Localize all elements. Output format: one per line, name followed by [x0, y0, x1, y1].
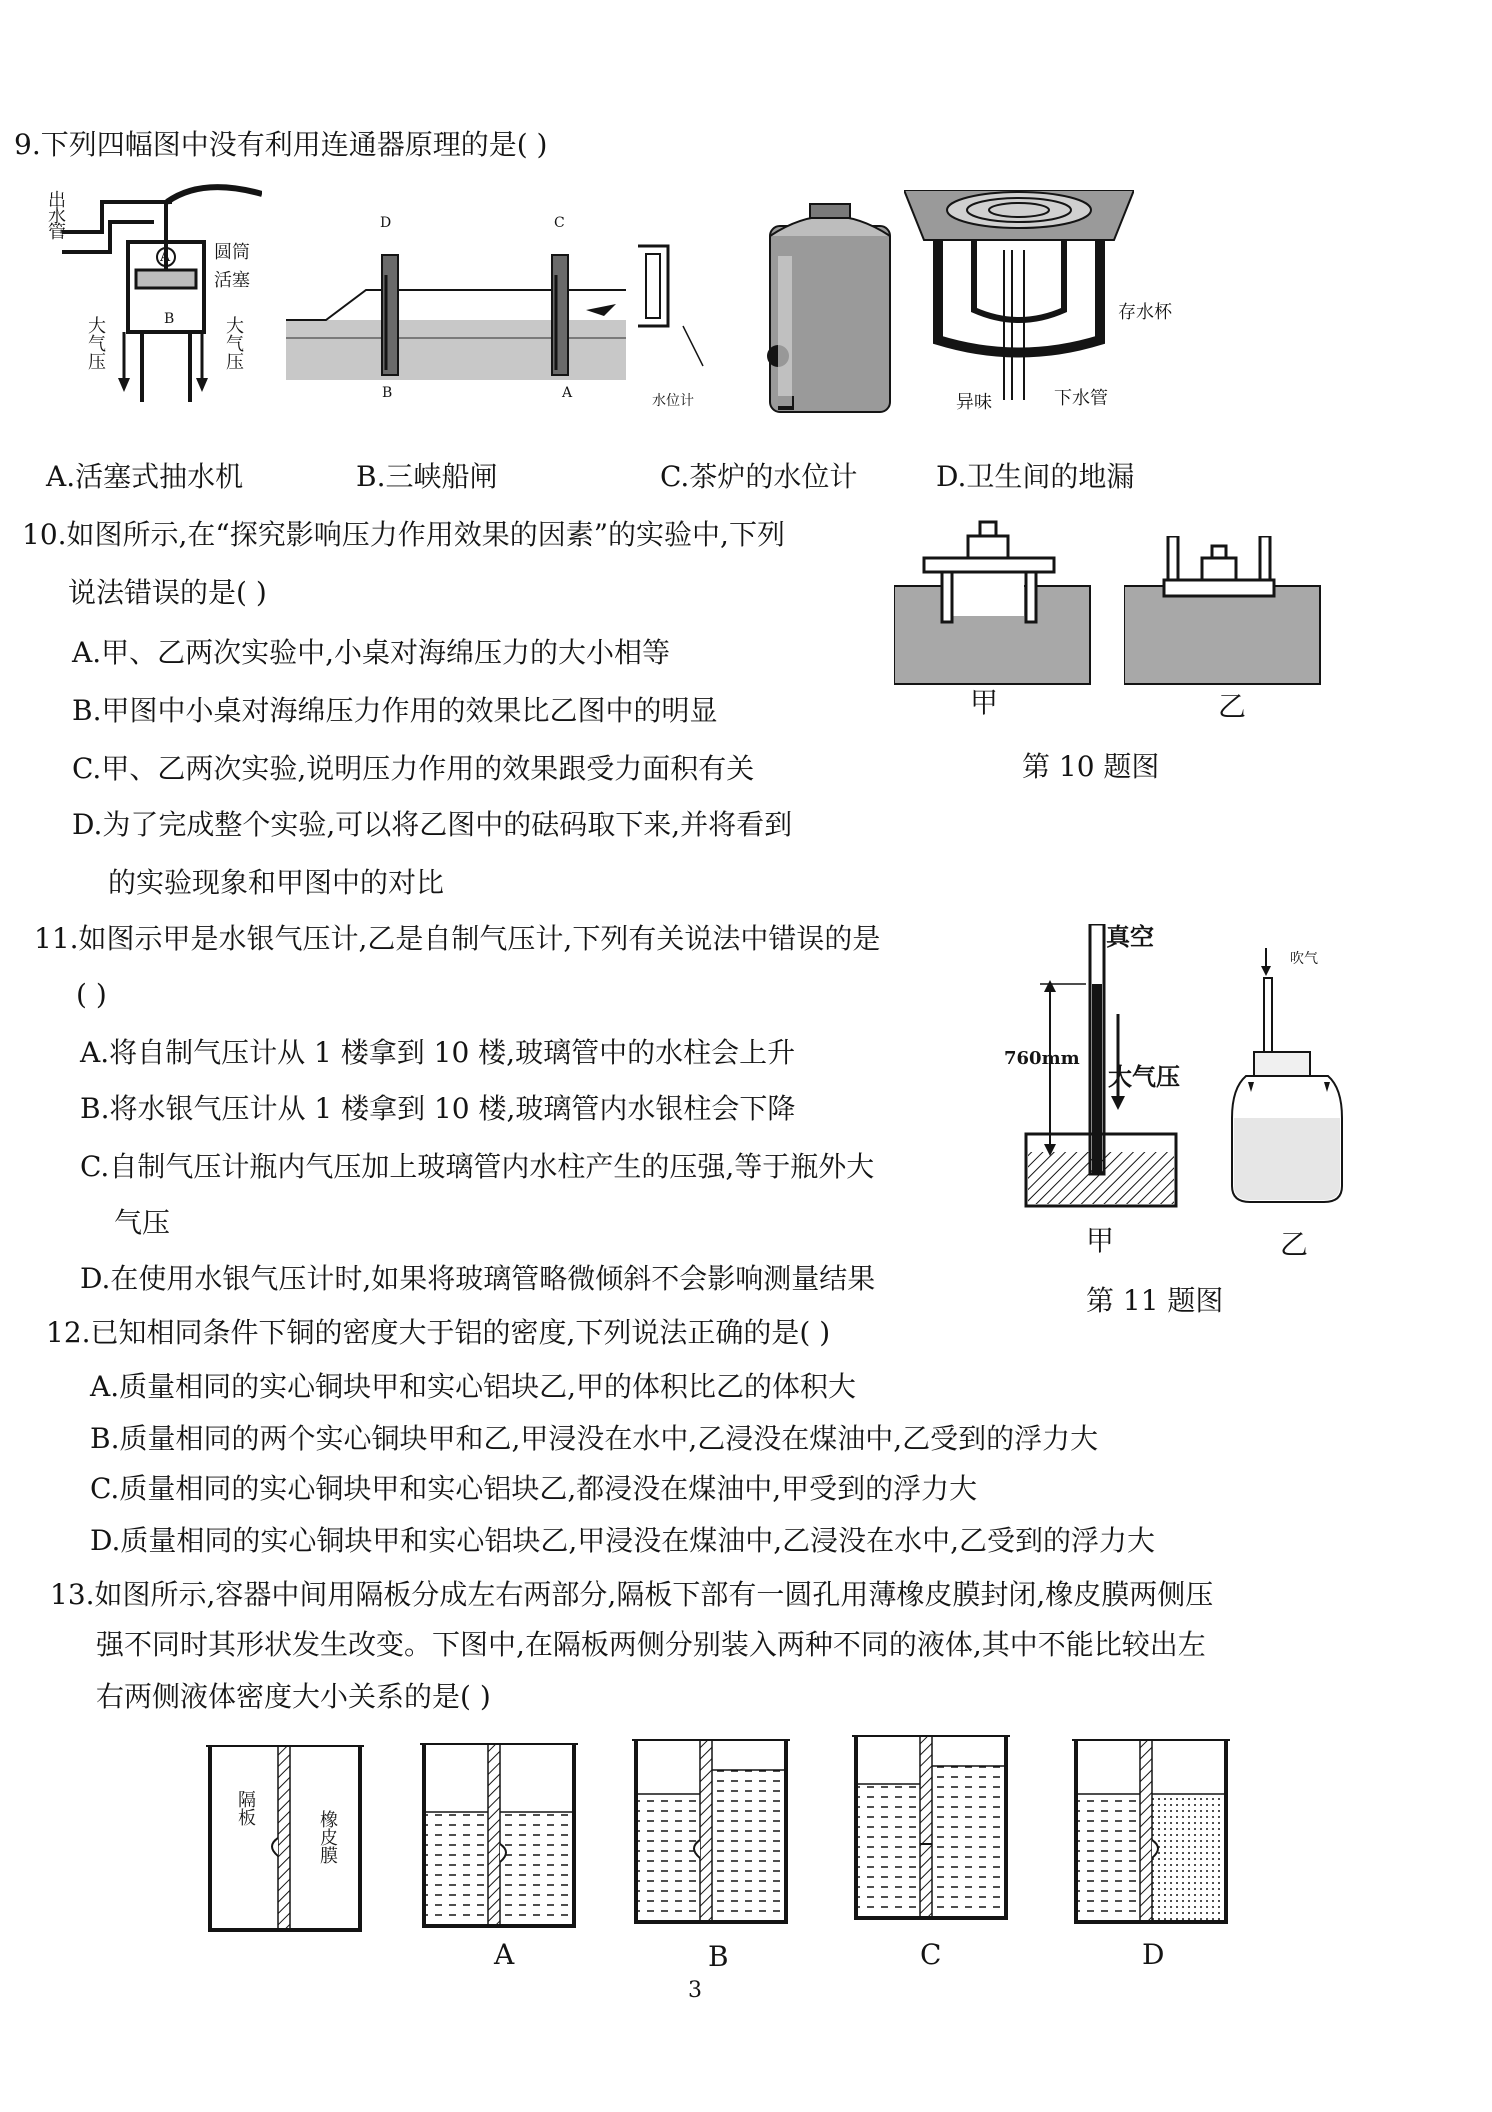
- q9-pump-cylinder-label: 圆筒: [214, 242, 250, 263]
- q13-fig-label-a: A: [494, 1938, 515, 1971]
- q11-stem-line1: 11.如图示甲是水银气压计,乙是自制气压计,下列有关说法中错误的是: [34, 922, 881, 955]
- q13-figure-d: [1072, 1736, 1232, 1926]
- q9-pump-atm-right: 大气压: [223, 316, 244, 370]
- q9-water-gauge-label: 水位计: [652, 393, 694, 409]
- q11-option-b: B.将水银气压计从 1 楼拿到 10 楼,玻璃管内水银柱会下降: [80, 1092, 796, 1125]
- q9-pump-piston-label: 活塞: [214, 270, 250, 291]
- q11-option-c: C.自制气压计瓶内气压加上玻璃管内水柱产生的压强,等于瓶外大: [80, 1150, 875, 1183]
- q13-fig-label-d: D: [1142, 1938, 1165, 1971]
- q9-lock-label-d: D: [380, 215, 392, 231]
- q10-figure-yi: [1124, 536, 1324, 686]
- q9-pump-valve-b: B: [164, 311, 175, 327]
- q9-drain-pipe-label: 下水管: [1054, 388, 1108, 409]
- q11-caption: 第 11 题图: [1086, 1284, 1224, 1317]
- q12-option-c: C.质量相同的实心铜块甲和实心铝块乙,都浸没在煤油中,甲受到的浮力大: [90, 1472, 978, 1505]
- q10-option-a: A.甲、乙两次实验中,小桌对海绵压力的大小相等: [72, 636, 671, 669]
- q13-figure-a: [420, 1740, 580, 1930]
- q11-blow-label: 吹气: [1290, 951, 1318, 967]
- q9-drain-cup-label: 存水杯: [1118, 302, 1172, 323]
- q10-option-c: C.甲、乙两次实验,说明压力作用的效果跟受力面积有关: [72, 752, 755, 785]
- q13-stem-line3: 右两侧液体密度大小关系的是( ): [96, 1680, 491, 1713]
- q9-option-c: C.茶炉的水位计: [660, 460, 858, 493]
- q10-fig-label-jia: 甲: [970, 686, 999, 719]
- q9-option-a: A.活塞式抽水机: [46, 460, 244, 493]
- q11-option-a: A.将自制气压计从 1 楼拿到 10 楼,玻璃管中的水柱会上升: [80, 1036, 796, 1069]
- q9-stem: 9.下列四幅图中没有利用连通器原理的是( ): [14, 128, 548, 161]
- q9-lock-label-c: C: [554, 215, 565, 231]
- q11-option-d: D.在使用水银气压计时,如果将玻璃管略微倾斜不会影响测量结果: [80, 1262, 876, 1295]
- q11-vacuum-label: 真空: [1106, 922, 1154, 951]
- q10-option-d: D.为了完成整个实验,可以将乙图中的砝码取下来,并将看到: [72, 808, 793, 841]
- q12-stem: 12.已知相同条件下铜的密度大于铝的密度,下列说法正确的是( ): [46, 1316, 831, 1349]
- q11-stem-line2: ( ): [76, 978, 107, 1011]
- q13-figure-container: [206, 1736, 366, 1936]
- q10-option-d-cont: 的实验现象和甲图中的对比: [108, 866, 445, 899]
- q9-figure-boiler: [628, 196, 898, 416]
- q9-figure-floor-drain: [904, 190, 1134, 410]
- q13-fig-label-c: C: [920, 1938, 942, 1971]
- q9-option-d: D.卫生间的地漏: [936, 460, 1135, 493]
- q13-stem-line1: 13.如图所示,容器中间用隔板分成左右两部分,隔板下部有一圆孔用薄橡皮膜封闭,橡皮膜两侧压: [50, 1578, 1214, 1611]
- q9-lock-label-b: B: [382, 385, 393, 401]
- q12-option-d: D.质量相同的实心铜块甲和实心铝块乙,甲浸没在煤油中,乙浸没在水中,乙受到的浮力大: [90, 1524, 1156, 1557]
- q12-option-a: A.质量相同的实心铜块甲和实心铝块乙,甲的体积比乙的体积大: [90, 1370, 857, 1403]
- q9-drain-smell-label: 异味: [956, 392, 992, 413]
- q10-stem-line2: 说法错误的是( ): [68, 576, 267, 609]
- page-number: 3: [688, 1978, 702, 2003]
- q13-figure-b: [632, 1736, 792, 1926]
- q10-caption: 第 10 题图: [1022, 750, 1160, 783]
- q9-option-b: B.三峡船闸: [356, 460, 498, 493]
- q11-figure-yi: [1226, 948, 1356, 1208]
- q13-fig-label-b: B: [708, 1940, 729, 1973]
- q10-option-b: B.甲图中小桌对海绵压力作用的效果比乙图中的明显: [72, 694, 718, 727]
- q12-option-b: B.质量相同的两个实心铜块甲和乙,甲浸没在水中,乙浸没在煤油中,乙受到的浮力大: [90, 1422, 1099, 1455]
- q9-pump-atm-left: 大气压: [85, 316, 106, 370]
- q11-height-label: 760mm: [1004, 1048, 1080, 1069]
- q13-membrane-label: 橡皮膜: [317, 1810, 338, 1864]
- q11-fig-label-yi: 乙: [1280, 1228, 1309, 1261]
- q9-pump-outlet-label: 出水管: [45, 190, 66, 238]
- q10-fig-label-yi: 乙: [1218, 690, 1247, 723]
- q11-option-c-cont: 气压: [114, 1206, 171, 1239]
- q13-figure-c: [852, 1732, 1012, 1922]
- q13-partition-label: 隔板: [235, 1790, 256, 1826]
- q10-stem-line1: 10.如图所示,在“探究影响压力作用效果的因素”的实验中,下列: [22, 518, 785, 551]
- q9-figure-ship-lock: [286, 230, 626, 400]
- q9-lock-label-a: A: [562, 385, 573, 401]
- q13-stem-line2: 强不同时其形状发生改变。下图中,在隔板两侧分别装入两种不同的液体,其中不能比较出左: [96, 1628, 1206, 1661]
- q11-atm-label: 大气压: [1108, 1062, 1180, 1091]
- q9-pump-valve-a: A: [160, 249, 171, 265]
- q10-figure-jia: [894, 516, 1094, 686]
- q11-fig-label-jia: 甲: [1086, 1224, 1115, 1257]
